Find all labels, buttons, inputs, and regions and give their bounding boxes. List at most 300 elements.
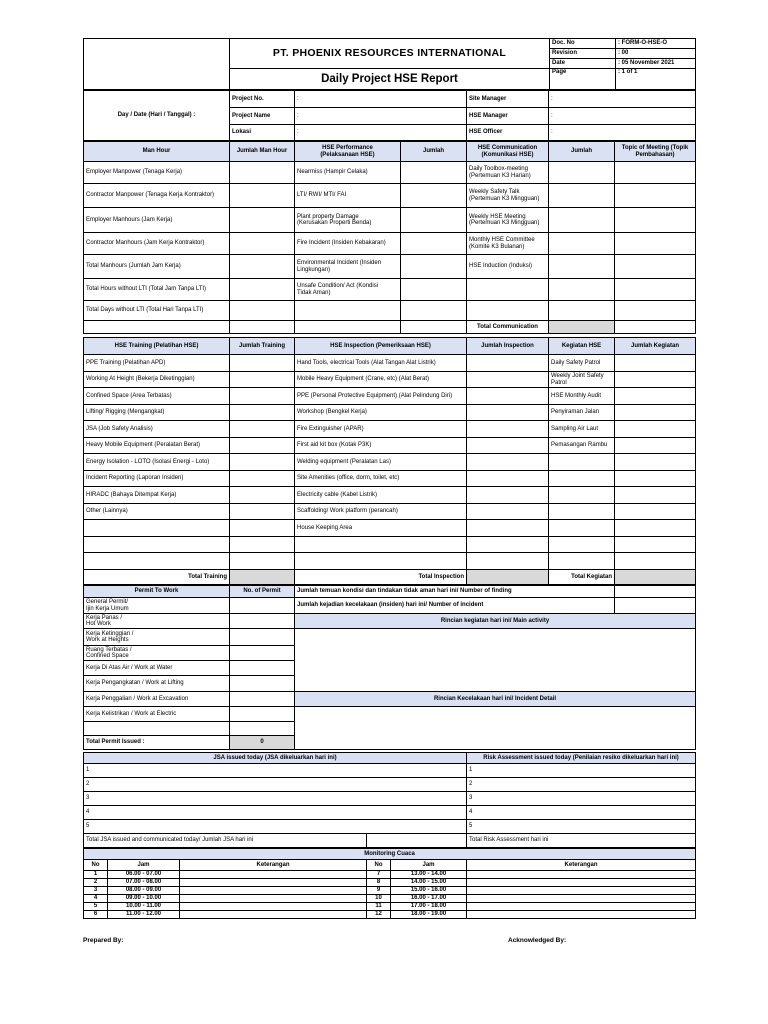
kegiatan-value[interactable] <box>615 537 696 553</box>
site-manager-label: Site Manager <box>467 91 549 108</box>
kegiatan-value[interactable] <box>615 388 696 405</box>
weather-keterangan-right[interactable] <box>467 871 696 879</box>
inspection-value[interactable] <box>467 405 549 421</box>
training-value[interactable] <box>230 537 295 553</box>
weather-jam-right: 14.00 - 15.00 <box>391 879 467 887</box>
kegiatan-item <box>549 553 615 570</box>
training-row <box>84 438 696 454</box>
manhour-item: Contractor Manhours (Jam Kerja Kontraktor) <box>84 233 230 255</box>
company-name: PT. PHOENIX RESOURCES INTERNATIONAL <box>230 39 550 69</box>
weather-jam-left: 09.00 - 10.00 <box>108 895 180 903</box>
main-activity-header: Rincian kegiatan hari ini/ Main activity <box>295 614 696 629</box>
hse-manager-field[interactable]: : <box>549 108 696 125</box>
weather-no-right: 8 <box>367 879 391 887</box>
total-inspection-label: Total Inspection <box>295 570 467 585</box>
manhour-item: Total Days without LTI (Total Hari Tanpa LTI) <box>84 301 230 321</box>
weather-keterangan-header-left: Keterangan <box>180 860 367 871</box>
training-row <box>84 471 696 487</box>
topic-of-meeting-value[interactable] <box>615 255 696 279</box>
hse-officer-field[interactable]: : <box>549 125 696 141</box>
communication-item: Daily Toolbox-meeting (Pertemuan K3 Harian) <box>467 162 549 184</box>
risk-assessment-item[interactable]: 1 <box>467 764 696 778</box>
manhour-item: Total Hours without LTI (Total Jam Tanpa LTI) <box>84 279 230 301</box>
training-rows <box>84 355 696 570</box>
kegiatan-value[interactable] <box>615 355 696 372</box>
manhour-row <box>84 279 696 301</box>
no-of-permit-header: No. of Permit <box>230 586 295 598</box>
doc-no-label: Doc. No <box>550 39 616 49</box>
training-value[interactable] <box>230 388 295 405</box>
inspection-item: Site Amenities (office, dorm, toilet, etc) <box>295 471 467 487</box>
hse-inspection-header: HSE Inspection (Pemeriksaan HSE) <box>295 338 467 355</box>
inspection-value[interactable] <box>467 471 549 487</box>
inspection-value[interactable] <box>467 355 549 372</box>
weather-jam-right: 17.00 - 18.00 <box>391 903 467 911</box>
communication-value[interactable] <box>549 279 615 301</box>
topic-of-meeting-value[interactable] <box>615 162 696 184</box>
lokasi-field[interactable]: : <box>295 125 467 141</box>
manhour-row <box>84 255 696 279</box>
inspection-item: Electricity cable (Kabel Listrik) <box>295 487 467 504</box>
jumlah-training-header: Jumlah Training <box>230 338 295 355</box>
weather-no-left: 6 <box>84 911 108 919</box>
weather-row <box>84 887 696 895</box>
inspection-item: PPE (Personal Protective Equipment) (Alat Pelindung Diri) <box>295 388 467 405</box>
communication-value[interactable] <box>549 233 615 255</box>
inspection-value[interactable] <box>467 421 549 438</box>
permit-row-lifting: Kerja Pengangkatan / Work at Lifting <box>84 676 230 692</box>
weather-no-right: 12 <box>367 911 391 919</box>
kegiatan-value[interactable] <box>615 487 696 504</box>
training-item <box>84 520 230 537</box>
doc-no-value: : FORM-O-HSE-O <box>616 39 696 49</box>
manhour-value[interactable] <box>230 301 295 321</box>
permit-to-work-header: Permit To Work <box>84 586 230 598</box>
hse-performance-header: HSE Performance (Pelaksanaan HSE) <box>295 142 401 162</box>
manhour-item: Total Manhours (Jumlah Jam Kerja) <box>84 255 230 279</box>
jumlah-communication-header: Jumlah <box>549 142 615 162</box>
weather-keterangan-left[interactable] <box>180 887 367 895</box>
jumlah-inspection-header: Jumlah Inspection <box>467 338 549 355</box>
communication-value[interactable] <box>549 301 615 321</box>
manhour-table <box>83 141 696 334</box>
acknowledged-by-label: Acknowledged By: <box>508 937 567 944</box>
topic-of-meeting-value[interactable] <box>615 279 696 301</box>
training-table <box>83 337 696 585</box>
total-inspection-value[interactable] <box>467 570 549 585</box>
weather-no-right: 10 <box>367 895 391 903</box>
weather-keterangan-right[interactable] <box>467 911 696 919</box>
permit-row-general: General Permit/ Ijin Kerja Umum <box>84 598 230 614</box>
training-row <box>84 504 696 520</box>
training-item: Heavy Mobile Equipment (Peralatan Berat) <box>84 438 230 454</box>
date-label: Date <box>550 59 616 69</box>
weather-row <box>84 879 696 887</box>
project-no-field[interactable]: : <box>295 91 467 108</box>
kegiatan-item: Pemasangan Rambu <box>549 438 615 454</box>
permit-row-water: Kerja Di Atas Air / Work at Water <box>84 661 230 676</box>
kegiatan-value[interactable] <box>615 553 696 570</box>
weather-jam-header-right: Jam <box>391 860 467 871</box>
manhour-value[interactable] <box>230 184 295 208</box>
manhour-row <box>84 184 696 208</box>
weather-jam-right: 13.00 - 14.00 <box>391 871 467 879</box>
total-kegiatan-label: Total Kegiatan <box>549 570 615 585</box>
permit-row-heights: Kerja Ketinggian / Work at Heights <box>84 629 230 646</box>
weather-keterangan-header-right: Keterangan <box>467 860 696 871</box>
kegiatan-value[interactable] <box>615 504 696 520</box>
weather-no-right: 9 <box>367 887 391 895</box>
topic-of-meeting-value[interactable] <box>615 184 696 208</box>
performance-value[interactable] <box>401 208 467 233</box>
performance-item: Nearmiss (Hampir Celaka) <box>295 162 401 184</box>
performance-item: Fire Incident (Insiden Kebakaran) <box>295 233 401 255</box>
permit-row-confined: Ruang Terbatas / Confined Space <box>84 646 230 661</box>
kegiatan-value[interactable] <box>615 438 696 454</box>
report-header <box>83 38 696 90</box>
permit-count-lifting[interactable] <box>230 676 295 692</box>
weather-keterangan-right[interactable] <box>467 895 696 903</box>
revision-label: Revision <box>550 49 616 59</box>
risk-assessment-item[interactable]: 4 <box>467 806 696 820</box>
training-row <box>84 405 696 421</box>
jsa-rows <box>84 764 696 834</box>
permit-row-excavation: Kerja Penggalian / Work at Excavation <box>84 692 230 707</box>
kegiatan-value[interactable] <box>615 471 696 487</box>
training-value[interactable] <box>230 487 295 504</box>
weather-title: Monitoring Cuaca <box>84 849 696 860</box>
communication-value[interactable] <box>549 208 615 233</box>
inspection-item: Welding equipment (Peralatan Las) <box>295 454 467 471</box>
training-value[interactable] <box>230 454 295 471</box>
weather-no-left: 4 <box>84 895 108 903</box>
total-communication-value[interactable] <box>549 321 615 334</box>
communication-item <box>467 279 549 301</box>
risk-assessment-header: Risk Assessment issued today (Penilaian resiko dikeluarkan hari ini) <box>467 753 696 764</box>
incident-detail-header: Rincian Kecelakaan hari ini/ Incident Detail <box>295 692 696 707</box>
weather-row <box>84 911 696 919</box>
weather-keterangan-left[interactable] <box>180 895 367 903</box>
hse-training-header: HSE Training (Pelatihan HSE) <box>84 338 230 355</box>
permit-table <box>83 585 696 750</box>
weather-table <box>83 848 696 919</box>
incident-count-value[interactable] <box>615 598 696 614</box>
topic-of-meeting-value[interactable] <box>615 233 696 255</box>
inspection-value[interactable] <box>467 487 549 504</box>
weather-row <box>84 903 696 911</box>
risk-assessment-item[interactable]: 3 <box>467 792 696 806</box>
inspection-value[interactable] <box>467 388 549 405</box>
training-value[interactable] <box>230 355 295 372</box>
kegiatan-value[interactable] <box>615 454 696 471</box>
training-row <box>84 388 696 405</box>
performance-value[interactable] <box>401 301 467 321</box>
inspection-value[interactable] <box>467 537 549 553</box>
inspection-item: Hand Tools, electrical Tools (Alat Tangan Alat Listrik) <box>295 355 467 372</box>
communication-value[interactable] <box>549 255 615 279</box>
topic-of-meeting-value[interactable] <box>615 208 696 233</box>
weather-jam-header-left: Jam <box>108 860 180 871</box>
weather-no-left: 1 <box>84 871 108 879</box>
hse-officer-label: HSE Officer <box>467 125 549 141</box>
jsa-row <box>84 806 696 820</box>
kegiatan-value[interactable] <box>615 520 696 537</box>
manhour-item: Employer Manhours (Jam Kerja) <box>84 208 230 233</box>
jsa-row <box>84 778 696 792</box>
training-value[interactable] <box>230 438 295 454</box>
inspection-value[interactable] <box>467 438 549 454</box>
communication-value[interactable] <box>549 184 615 208</box>
manhour-value[interactable] <box>230 279 295 301</box>
training-row <box>84 421 696 438</box>
prepared-by-label: Prepared By: <box>83 937 124 944</box>
total-training-label: Total Training <box>84 570 230 585</box>
training-item <box>84 553 230 570</box>
project-name-field[interactable]: : <box>295 108 467 125</box>
weather-jam-left: 07.00 - 08.00 <box>108 879 180 887</box>
inspection-item: House Keeping Area <box>295 520 467 537</box>
permit-row-hot-work: Kerja Panas / Hot Work <box>84 614 230 629</box>
communication-item: HSE Induction (Induksi) <box>467 255 549 279</box>
weather-keterangan-left[interactable] <box>180 879 367 887</box>
training-row <box>84 372 696 388</box>
manhour-value[interactable] <box>230 208 295 233</box>
kegiatan-value[interactable] <box>615 405 696 421</box>
kegiatan-item <box>549 487 615 504</box>
kegiatan-item <box>549 504 615 520</box>
manhour-blank-c[interactable] <box>295 321 401 334</box>
performance-item <box>295 301 401 321</box>
permit-count-heights[interactable] <box>230 629 295 646</box>
weather-jam-right: 16.00 - 17.00 <box>391 895 467 903</box>
main-activity-area[interactable] <box>295 629 696 692</box>
inspection-item: Workshop (Bengkel Kerja) <box>295 405 467 421</box>
permit-count-electric[interactable] <box>230 707 295 722</box>
inspection-value[interactable] <box>467 520 549 537</box>
jsa-row <box>84 820 696 834</box>
hse-report-sheet <box>83 38 695 919</box>
training-row <box>84 454 696 471</box>
training-value[interactable] <box>230 471 295 487</box>
permit-count-blank[interactable] <box>230 722 295 736</box>
communication-item: Weekly HSE Meeting (Pertemuan K3 Mingguan) <box>467 208 549 233</box>
inspection-item: Mobile Heavy Equipment (Crane, etc) (Alat Berat) <box>295 372 467 388</box>
training-item: Confined Space (Area Terbatas) <box>84 388 230 405</box>
weather-no-header-right: No <box>367 860 391 871</box>
kegiatan-item: Weekly Joint Safety Patrol <box>549 372 615 388</box>
kegiatan-item <box>549 454 615 471</box>
performance-value[interactable] <box>401 279 467 301</box>
permit-count-confined[interactable] <box>230 646 295 661</box>
performance-item: Environmental Incident (Insiden Lingkungan) <box>295 255 401 279</box>
weather-keterangan-left[interactable] <box>180 871 367 879</box>
weather-no-left: 2 <box>84 879 108 887</box>
hse-communication-header: HSE Communication (Komunikasi HSE) <box>467 142 549 162</box>
weather-row <box>84 895 696 903</box>
permit-row-electric: Kerja Kelistrikan / Work at Electric <box>84 707 230 722</box>
jsa-header: JSA issued today (JSA dikeluarkan hari ini) <box>84 753 467 764</box>
total-permit-label: Total Permit Issued : <box>84 736 230 750</box>
incident-count-label: Jumlah kejadian kecelakaan (insiden) hari ini/ Number of incident <box>295 598 615 614</box>
jsa-row <box>84 764 696 778</box>
inspection-item: Scaffolding/ Work platform (perancah) <box>295 504 467 520</box>
weather-rows <box>84 871 696 919</box>
weather-jam-left: 10.00 - 11.00 <box>108 903 180 911</box>
kegiatan-item <box>549 520 615 537</box>
site-manager-field[interactable]: : <box>549 91 696 108</box>
inspection-item: First aid kit box (Kotak P3K) <box>295 438 467 454</box>
training-value[interactable] <box>230 372 295 388</box>
weather-jam-left: 11.00 - 12.00 <box>108 911 180 919</box>
kegiatan-item <box>549 537 615 553</box>
permit-count-general[interactable] <box>230 598 295 614</box>
lokasi-label: Lokasi <box>230 125 295 141</box>
weather-keterangan-left[interactable] <box>180 911 367 919</box>
day-date-label: Day / Date (Hari / Tanggal) : <box>84 91 230 141</box>
training-item: JSA (Job Safety Analisis) <box>84 421 230 438</box>
jsa-item[interactable]: 2 <box>84 778 467 792</box>
permit-count-hot-work[interactable] <box>230 614 295 629</box>
communication-item <box>467 301 549 321</box>
weather-no-header-left: No <box>84 860 108 871</box>
training-item: HIRADC (Bahaya Ditempat Kerja) <box>84 487 230 504</box>
training-item: PPE Training (Pelatihan APD) <box>84 355 230 372</box>
inspection-item <box>295 553 467 570</box>
kegiatan-value[interactable] <box>615 421 696 438</box>
kegiatan-item: Sampling Air Laut <box>549 421 615 438</box>
inspection-value[interactable] <box>467 454 549 471</box>
training-row <box>84 520 696 537</box>
jsa-total-value[interactable] <box>367 834 467 848</box>
weather-row <box>84 871 696 879</box>
training-value[interactable] <box>230 553 295 570</box>
manhour-blank-d[interactable] <box>401 321 467 334</box>
weather-keterangan-left[interactable] <box>180 903 367 911</box>
incident-detail-area[interactable] <box>295 707 696 750</box>
man-hour-header: Man Hour <box>84 142 230 162</box>
hse-manager-label: HSE Manager <box>467 108 549 125</box>
findings-value[interactable] <box>615 586 696 598</box>
page-value: : 1 of 1 <box>616 69 696 90</box>
manhour-row <box>84 208 696 233</box>
training-value[interactable] <box>230 421 295 438</box>
training-item: Lifting/ Rigging (Mengangkat) <box>84 405 230 421</box>
kegiatan-item <box>549 471 615 487</box>
manhour-row <box>84 233 696 255</box>
manhour-blank-a[interactable] <box>84 321 230 334</box>
performance-value[interactable] <box>401 233 467 255</box>
inspection-value[interactable] <box>467 553 549 570</box>
inspection-value[interactable] <box>467 504 549 520</box>
risk-assessment-item[interactable]: 5 <box>467 820 696 834</box>
training-row <box>84 537 696 553</box>
jsa-row <box>84 792 696 806</box>
manhour-value[interactable] <box>230 233 295 255</box>
weather-jam-right: 18.00 - 19.00 <box>391 911 467 919</box>
risk-assessment-item[interactable]: 2 <box>467 778 696 792</box>
weather-jam-right: 15.00 - 16.00 <box>391 887 467 895</box>
manhour-row <box>84 301 696 321</box>
kegiatan-item: Daily Safety Patrol <box>549 355 615 372</box>
training-value[interactable] <box>230 504 295 520</box>
weather-no-left: 5 <box>84 903 108 911</box>
report-title: Daily Project HSE Report <box>230 69 550 90</box>
training-item: Working At Height (Bekerja Diketinggian) <box>84 372 230 388</box>
project-no-label: Project No. <box>230 91 295 108</box>
weather-keterangan-right[interactable] <box>467 887 696 895</box>
total-communication-blank[interactable] <box>615 321 696 334</box>
kegiatan-hse-header: Kegiatan HSE <box>549 338 615 355</box>
topic-of-meeting-value[interactable] <box>615 301 696 321</box>
performance-item: LTI/ RWI/ MTI/ FAI <box>295 184 401 208</box>
jsa-item[interactable]: 1 <box>84 764 467 778</box>
inspection-value[interactable] <box>467 372 549 388</box>
total-training-value[interactable] <box>230 570 295 585</box>
communication-item: Monthly HSE Committee (Komite K3 Bulanan) <box>467 233 549 255</box>
performance-item: Plant property Damage (Kerusakan Properti Benda) <box>295 208 401 233</box>
inspection-item: Fire Extinguisher (APAR) <box>295 421 467 438</box>
total-permit-value: 0 <box>230 736 295 750</box>
date-value: : 05 November 2021 <box>616 59 696 69</box>
project-info <box>83 90 696 141</box>
permit-count-excavation[interactable] <box>230 692 295 707</box>
manhour-value[interactable] <box>230 162 295 184</box>
training-row <box>84 355 696 372</box>
training-value[interactable] <box>230 520 295 537</box>
revision-value: : 00 <box>616 49 696 59</box>
manhour-value[interactable] <box>230 255 295 279</box>
weather-keterangan-right[interactable] <box>467 879 696 887</box>
logo-area <box>84 39 230 90</box>
jumlah-performance-header: Jumlah <box>401 142 467 162</box>
communication-value[interactable] <box>549 162 615 184</box>
manhour-rows <box>84 162 696 321</box>
jumlah-man-hour-header: Jumlah Man Hour <box>230 142 295 162</box>
kegiatan-item: HSE Monthly Audit <box>549 388 615 405</box>
manhour-item: Contractor Manpower (Tenaga Kerja Kontraktor) <box>84 184 230 208</box>
jsa-item[interactable]: 4 <box>84 806 467 820</box>
performance-value[interactable] <box>401 255 467 279</box>
kegiatan-item: Penyiraman Jalan <box>549 405 615 421</box>
manhour-blank-b[interactable] <box>230 321 295 334</box>
jsa-item[interactable]: 5 <box>84 820 467 834</box>
total-kegiatan-value[interactable] <box>615 570 696 585</box>
jsa-item[interactable]: 3 <box>84 792 467 806</box>
training-item: Energy Isolation - LOTO (Isolasi Energi - Loto) <box>84 454 230 471</box>
inspection-item <box>295 537 467 553</box>
training-item <box>84 537 230 553</box>
performance-value[interactable] <box>401 162 467 184</box>
training-item: Incident Reporting (Laporan Insiden) <box>84 471 230 487</box>
weather-keterangan-right[interactable] <box>467 903 696 911</box>
training-item: Other (Lainnya) <box>84 504 230 520</box>
weather-jam-left: 06.00 - 07.00 <box>108 871 180 879</box>
weather-no-right: 11 <box>367 903 391 911</box>
manhour-row <box>84 162 696 184</box>
permit-count-water[interactable] <box>230 661 295 676</box>
ra-total-label: Total Risk Assessment hari ini <box>467 834 696 848</box>
findings-label: Jumlah temuan kondisi dan tindakan tidak aman hari ini/ Number of finding <box>295 586 615 598</box>
project-name-label: Project Name <box>230 108 295 125</box>
topic-of-meeting-header: Topic of Meeting (Topik Pembahasan) <box>615 142 696 162</box>
training-value[interactable] <box>230 405 295 421</box>
performance-value[interactable] <box>401 184 467 208</box>
jsa-table <box>83 752 696 848</box>
manhour-item: Employer Manpower (Tenaga Kerja) <box>84 162 230 184</box>
performance-item: Unsafe Condition/ Act (Kondisi Tidak Aman) <box>295 279 401 301</box>
training-row <box>84 553 696 570</box>
kegiatan-value[interactable] <box>615 372 696 388</box>
